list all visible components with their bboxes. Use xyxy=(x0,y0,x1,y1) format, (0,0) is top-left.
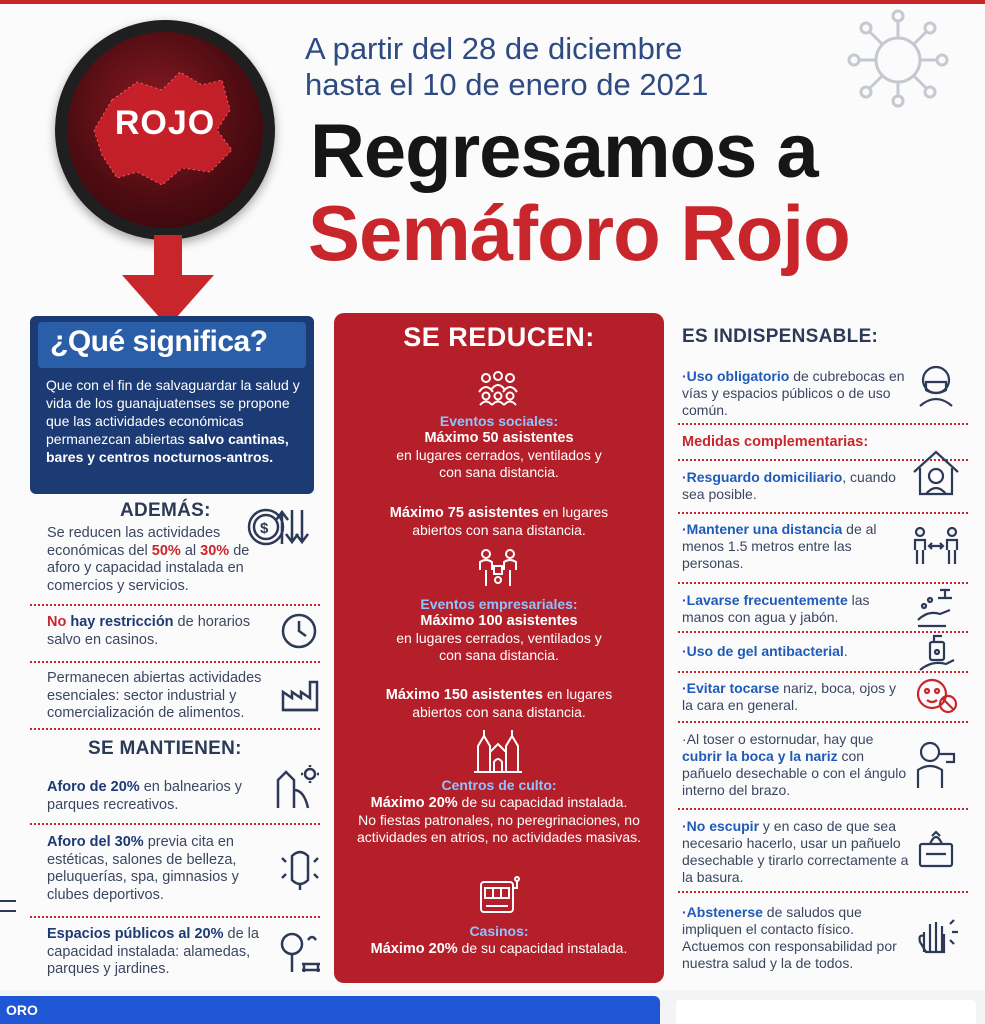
indispensable-item-2: ·Resguardo domiciliario, cuando sea posible. xyxy=(682,469,896,502)
divider xyxy=(678,891,968,893)
eventos-empresariales-abiertos-block: Máximo 150 asistentes en lugares abiertos con sana distancia. xyxy=(385,686,613,720)
divider xyxy=(678,582,968,584)
clock-icon xyxy=(280,612,318,650)
se-mantienen-heading: SE MANTIENEN: xyxy=(88,738,242,759)
group-people-icon xyxy=(474,370,522,406)
divider xyxy=(30,916,320,918)
divider xyxy=(30,823,320,825)
date-line-1: A partir del 28 de diciembre xyxy=(305,31,683,66)
divider xyxy=(678,808,968,810)
lamp-label: ROJO xyxy=(114,104,216,142)
top-rule xyxy=(0,0,985,4)
page-title-line-2: Semáforo Rojo xyxy=(308,189,850,277)
playground-icon xyxy=(274,764,320,810)
no-touch-face-icon xyxy=(910,674,962,720)
church-icon xyxy=(472,728,524,774)
indispensable-item-7: ·Al toser o estornudar, hay que cubrir la boca y la nariz con pañuelo desechable o con el ángulo interno del brazo. xyxy=(682,731,907,798)
no-handshake-icon xyxy=(910,912,962,958)
ademas-item-1: Se reducen las actividades económicas del 50% al 30% de aforo y capacidad instalada en comercios y servicios. xyxy=(47,525,250,594)
divider xyxy=(678,721,968,723)
divider xyxy=(30,661,320,663)
park-tree-icon xyxy=(280,930,322,974)
que-significa-title: ¿Qué significa? xyxy=(50,325,268,358)
divider xyxy=(30,604,320,606)
indispensable-item-5: ·Uso de gel antibacterial. xyxy=(682,643,848,659)
indispensable-heading: ES INDISPENSABLE: xyxy=(682,326,879,347)
divider xyxy=(30,728,320,730)
eventos-sociales-abiertos-block: Máximo 75 asistentes en lugares abiertos con sana distancia. xyxy=(389,504,609,538)
indispensable-item-4: ·Lavarse frecuentemente las manos con agua y jabón. xyxy=(682,592,870,625)
next-post-banner-label: ORO xyxy=(6,1002,38,1018)
home-person-icon xyxy=(910,448,962,498)
divider xyxy=(678,512,968,514)
eventos-empresariales-block: Eventos empresariales: Máximo 100 asistentes en lugares cerrados, ventilados y con sana distancia. xyxy=(396,596,602,663)
ademas-item-2: No hay restricción de horarios salvo en casinos. xyxy=(47,614,251,648)
ademas-item-3: Permanecen abiertas actividades esenciales: sector industrial y comercialización de alimentos. xyxy=(47,670,262,721)
factory-icon xyxy=(280,678,320,712)
cough-elbow-icon xyxy=(910,740,962,790)
social-distance-icon xyxy=(910,524,962,570)
business-people-icon xyxy=(474,548,522,588)
se-mantienen-item-2: Aforo del 30% previa cita en estéticas, salones de belleza, peluquerías, spa, gimnasios y clubes deportivos. xyxy=(47,834,239,903)
que-significa-text: Que con el fin de salvaguardar la salud y vida de los guanajuatenses se propone que las actividades económicas permanezcan abiertas salvo cantinas, bares y centros nocturnos-antros. xyxy=(46,377,300,465)
se-mantienen-item-1: Aforo de 20% en balnearios y parques recreativos. xyxy=(47,779,243,813)
divider xyxy=(678,671,968,673)
indispensable-item-9: ·Abstenerse de saludos que impliquen el contacto físico. Actuemos con responsabilidad por nuestra salud y la de todos. xyxy=(682,904,897,971)
nail-hand-icon xyxy=(278,846,322,892)
money-arrows-icon xyxy=(246,504,318,550)
casinos-block: Casinos: Máximo 20% de su capacidad instalada. xyxy=(370,923,628,957)
se-mantienen-item-3: Espacios públicos al 20% de la capacidad instalada: alamedas, parques y jardines. xyxy=(47,926,259,977)
tissue-box-icon xyxy=(910,826,962,872)
indispensable-item-8: ·No escupir y en caso de que sea necesario hacerlo, usar un pañuelo desechable y tirarlo correctamente a la basura. xyxy=(682,818,909,885)
slot-machine-icon xyxy=(478,876,520,916)
svg-text:$: $ xyxy=(260,520,269,537)
side-marker xyxy=(0,900,16,912)
medidas-complementarias-label: Medidas complementarias: xyxy=(682,434,869,450)
next-post-banner[interactable] xyxy=(0,996,660,1024)
divider xyxy=(678,423,968,425)
ademas-heading: ADEMÁS: xyxy=(120,500,211,521)
se-reducen-heading: SE REDUCEN: xyxy=(403,322,595,352)
face-mask-icon xyxy=(910,362,962,408)
date-line-2: hasta el 10 de enero de 2021 xyxy=(305,67,709,102)
next-post-card[interactable] xyxy=(676,1000,976,1024)
hand-wash-icon xyxy=(910,586,962,632)
eventos-sociales-block: Eventos sociales: Máximo 50 asistentes en lugares cerrados, ventilados y con sana distancia. xyxy=(396,413,602,480)
indispensable-item-6: ·Evitar tocarse nariz, boca, ojos y la cara en general. xyxy=(682,680,897,713)
indispensable-item-1: ·Uso obligatorio de cubrebocas en vías y espacios públicos o de uso común. xyxy=(682,368,905,418)
centros-culto-block: Centros de culto: Máximo 20% de su capacidad instalada. No fiestas patronales, no peregrinaciones, no actividades en atrios, no actividades masivas. xyxy=(356,777,642,845)
indispensable-item-3: ·Mantener una distancia de al menos 1.5 metros entre las personas. xyxy=(682,521,877,571)
virus-icon xyxy=(842,8,954,108)
page-title-line-1: Regresamos a xyxy=(310,109,818,194)
